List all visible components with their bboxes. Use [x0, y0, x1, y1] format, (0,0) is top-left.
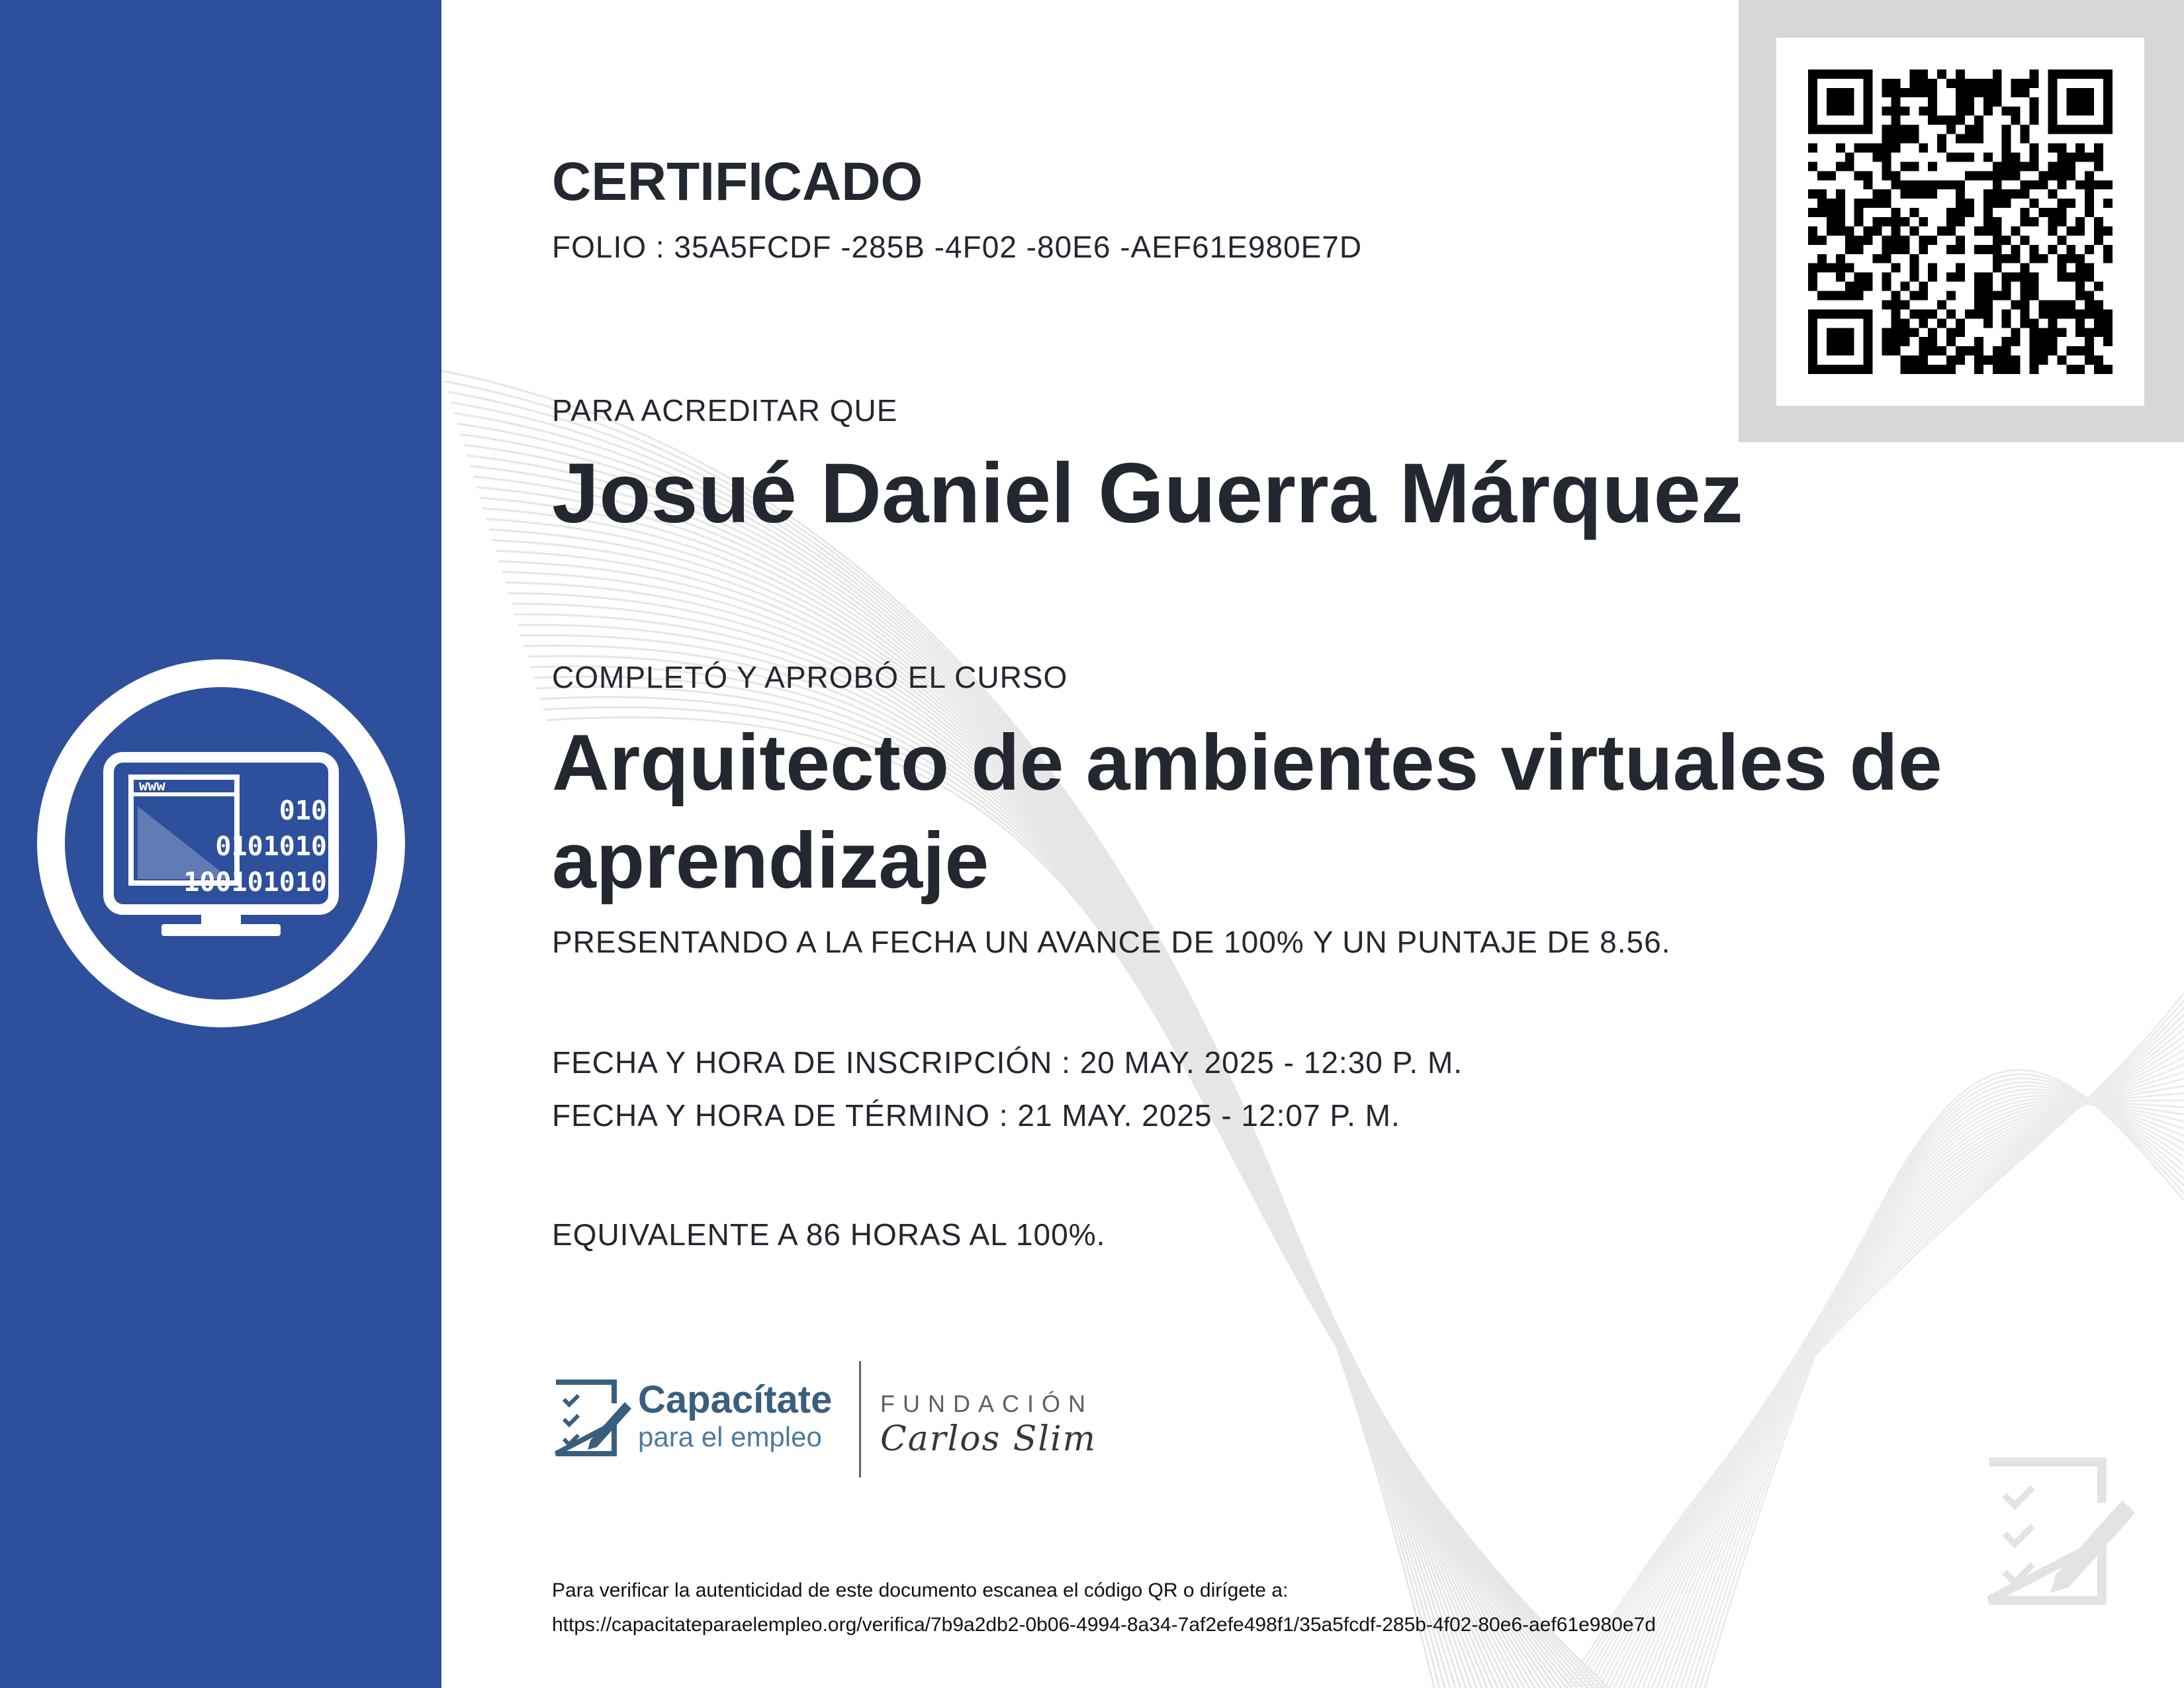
course-label: COMPLETÓ Y APROBÓ EL CURSO	[552, 660, 1068, 694]
verification-url[interactable]: https://capacitateparaelempleo.org/verifica/7b9a2db2-0b06-4994-8a34-7af2efe498f1/35a5fcdf-285b-4f02-80e6-aef61e980e7d	[552, 1614, 1656, 1636]
course-name: Arquitecto de ambientes virtuales de aprendizaje	[552, 718, 1942, 905]
qr-code[interactable]	[1776, 38, 2144, 406]
accredit-label: PARA ACREDITAR QUE	[552, 393, 898, 428]
fundacion-signature: Carlos Slim	[880, 1419, 1097, 1459]
binary-line-2: 0101010	[215, 831, 327, 862]
progress-text: PRESENTANDO A LA FECHA UN AVANCE DE 100% Y UN PUNTAJE DE 8.56.	[552, 925, 1671, 959]
fundacion-label: FUNDACIÓN	[880, 1390, 1093, 1417]
qr-frame	[1739, 0, 2184, 442]
binary-line-3: 100101010	[183, 867, 327, 898]
enrollment-date: FECHA Y HORA DE INSCRIPCIÓN : 20 MAY. 2025 - 12:30 P. M.	[552, 1045, 1463, 1080]
capacitate-sub: para el empleo	[638, 1421, 822, 1452]
www-text: www	[139, 778, 165, 794]
computer-binary-icon	[65, 687, 377, 1000]
capacitate-logo	[551, 1374, 855, 1467]
folio: FOLIO : 35A5FCDF -285B -4F02 -80E6 -AEF61E980E7D	[552, 230, 1363, 264]
sidebar-band	[0, 0, 441, 1688]
verification-note: Para verificar la autenticidad de este documento escanea el código QR o dirígete a:	[552, 1579, 1289, 1601]
qr-code-icon	[1808, 70, 2113, 374]
checklist-watermark-icon	[1979, 1448, 2138, 1614]
certificate-title: CERTIFICADO	[552, 152, 923, 212]
recipient-name: Josué Daniel Guerra Márquez	[552, 446, 1743, 541]
completion-date: FECHA Y HORA DE TÉRMINO : 21 MAY. 2025 - 12:07 P. M.	[552, 1098, 1400, 1133]
capacitate-brand: Capacítate	[638, 1378, 833, 1421]
wave-line	[448, 392, 1445, 1688]
logo-divider	[859, 1361, 861, 1477]
checklist-icon	[551, 1377, 633, 1459]
hours-equivalent: EQUIVALENTE A 86 HORAS AL 100%.	[552, 1217, 1106, 1252]
fundacion-logo	[880, 1390, 1097, 1459]
binary-line-1: 010	[279, 796, 327, 826]
badge-circle	[65, 687, 377, 1000]
course-badge	[37, 659, 405, 1027]
